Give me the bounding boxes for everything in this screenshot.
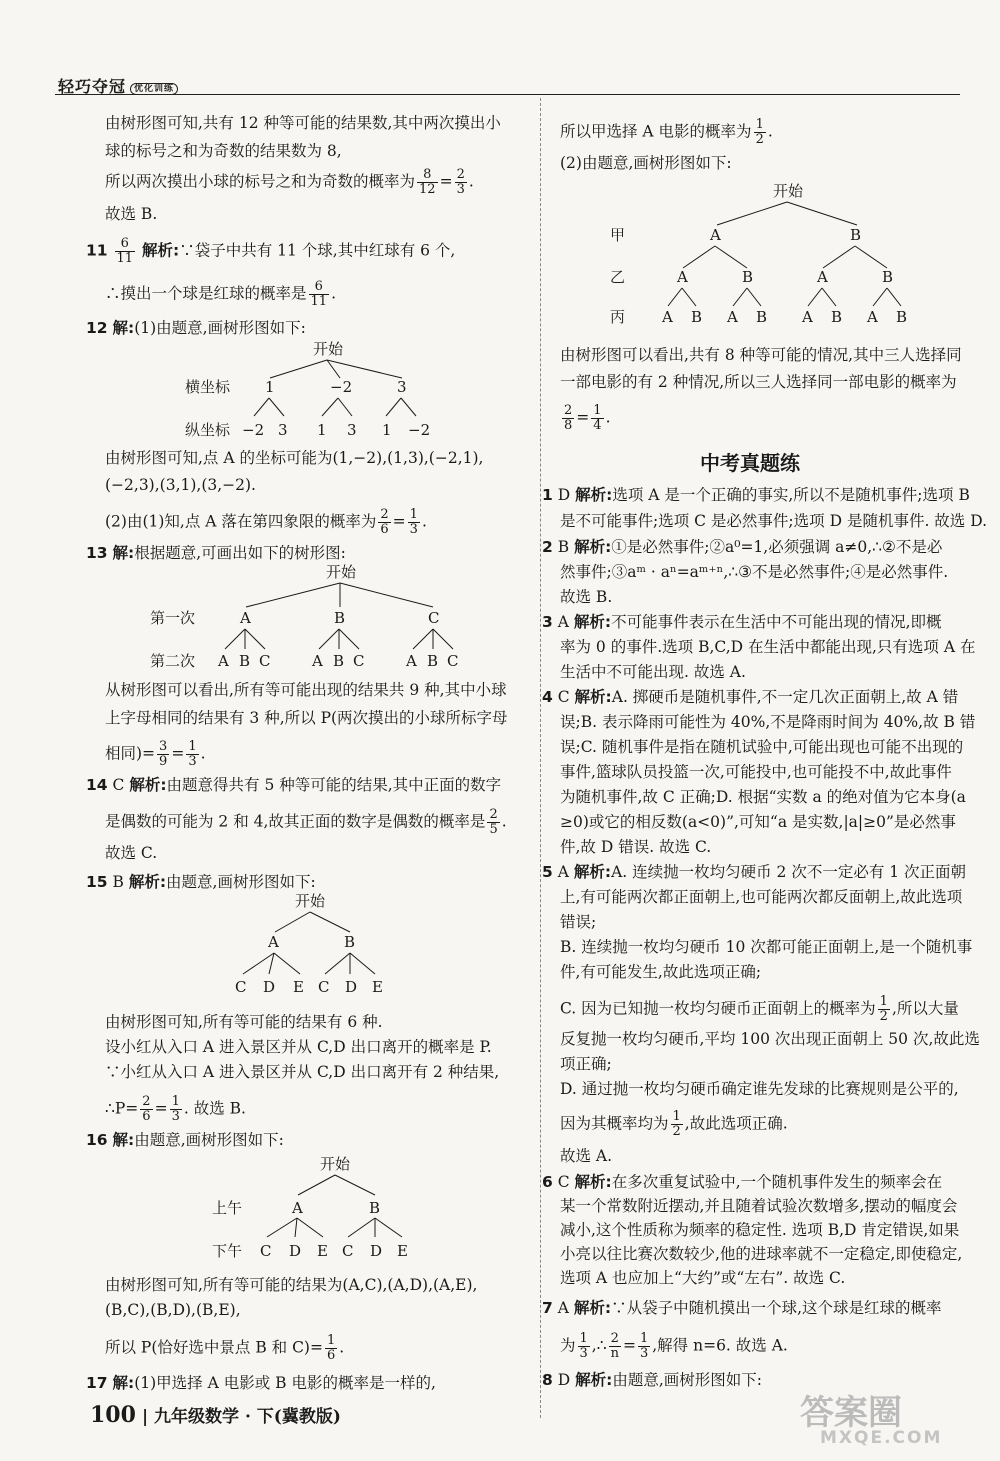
text-line: ∵小红从入口 A 进入景区并从 C,D 出口离开有 2 种结果,: [105, 1063, 500, 1081]
tree-node: 1: [265, 378, 275, 396]
tree-row-label: 下午: [212, 1242, 243, 1260]
text-line: 是不可能事件;选项 C 是必然事件;选项 D 是随机事件. 故选 D.: [560, 512, 988, 530]
text-line: 由树形图可知,共有 12 种等可能的结果数,其中两次摸出小: [105, 114, 501, 132]
text-line: 然事件;③aᵐ · aⁿ=aᵐ⁺ⁿ,∴③不是必然事件;④是必然事件.: [560, 563, 949, 581]
text-line: 上字母相同的结果有 3 种,所以 P(两次摸出的小球所标字母: [105, 709, 508, 727]
fraction: $\frac{1}{4}$: [593, 403, 602, 433]
tree-node: B: [334, 609, 346, 627]
text-line: 因为其概率均为 $\frac{1}{2}$ ,故此选项正确.: [560, 1109, 788, 1139]
tree-root: 开始: [313, 340, 344, 358]
text-line: $\frac{2}{8}$ = $\frac{1}{4}$ .: [564, 403, 611, 433]
fraction: $\frac{1}{3}$: [579, 1331, 588, 1361]
text-line: ∴P= $\frac{2}{6}$ = $\frac{1}{3}$ . 故选 B.: [105, 1094, 246, 1124]
fraction: $\frac{2}{6}$: [380, 507, 389, 537]
brand-logo: 轻巧夺冠 优化训练: [58, 74, 178, 97]
tree-leaf: E: [317, 1242, 328, 1260]
tree-node: C: [428, 609, 440, 627]
fraction: $\frac{1}{6}$: [326, 1333, 336, 1363]
question-15: 15 B 解析:由题意,画树形图如下:: [86, 873, 316, 891]
text-line: 某一个常数附近摆动,并且随着试验次数增多,摆动的幅度会: [560, 1197, 958, 1215]
fraction: $\frac{1}{3}$: [409, 507, 418, 537]
fraction: $\frac{2}{8}$: [564, 403, 573, 433]
watermark-logo: 答案圈: [800, 1393, 902, 1433]
text-line: 从树形图可以看出,所有等可能出现的结果共 9 种,其中小球: [105, 681, 507, 699]
fraction: $\frac{2}{5}$: [489, 807, 498, 837]
question-13: 13 解:根据题意,可画出如下的树形图:: [86, 544, 346, 562]
tree-root: 开始: [773, 182, 804, 200]
tree-node: B: [742, 268, 754, 286]
text-line: 由树形图可知,所有等可能的结果有 6 种.: [105, 1013, 383, 1031]
tree-leaf: A: [218, 652, 229, 670]
text-line: (−2,3),(3,1),(3,−2).: [105, 476, 256, 494]
answer-4: 4 C 解析:A. 掷硬币是随机事件,不一定几次正面朝上,故 A 错: [542, 688, 959, 706]
brand-tag: 优化训练: [130, 83, 178, 95]
tree-diagram-12: [180, 340, 480, 445]
text-line: B. 连续抛一枚均匀硬币 10 次都可能正面朝上,是一个随机事: [560, 938, 973, 956]
text-line: ≥0)或它的相反数(a<0)”,可知“a 是实数,|a|≥0”是必然事: [560, 813, 956, 831]
fraction: $\frac{3}{9}$: [159, 739, 168, 769]
text-line: 故选 A.: [560, 1147, 613, 1165]
tree-leaf: B: [427, 652, 439, 670]
text-line: 反复抛一枚均匀硬币,平均 100 次出现正面朝上 50 次,故此选: [560, 1030, 980, 1048]
answer-8: 8 D 解析:由题意,画树形图如下:: [542, 1371, 762, 1389]
header-rule: [55, 94, 960, 95]
tree-leaf: B: [333, 652, 345, 670]
tree-node: A: [292, 1199, 303, 1217]
tree-leaf: C: [342, 1242, 354, 1260]
text-line: 事件,篮球队员投篮一次,可能投中,也可能投不中,故此事件: [560, 763, 952, 781]
tree-node: A: [710, 226, 721, 244]
book-title: 九年级数学 · 下(冀教版): [154, 1407, 341, 1427]
tree-leaf: C: [353, 652, 365, 670]
tree-leaf: C: [318, 978, 330, 996]
text-line: 所以甲选择 A 电影的概率为 $\frac{1}{2}$ .: [560, 117, 773, 147]
page-number: 100: [90, 1402, 136, 1428]
tree-leaf: 3: [347, 421, 357, 439]
fraction: $\frac{6}{11}$: [310, 279, 328, 309]
text-line: 由树形图可知,点 A 的坐标可能为(1,−2),(1,3),(−2,1),: [105, 449, 484, 467]
tree-row-label: 第二次: [150, 652, 196, 670]
text-line: 生活中不可能出现. 故选 A.: [560, 663, 746, 681]
text-line: 所以 P(恰好选中景点 B 和 C)= $\frac{1}{6}$ .: [105, 1333, 345, 1363]
text-line: 由树形图可知,所有等可能的结果为(A,C),(A,D),(A,E),: [105, 1276, 478, 1294]
tree-node: A: [240, 609, 251, 627]
tree-row-label: 甲: [610, 226, 626, 244]
text-line: 球的标号之和为奇数的结果数为 8,: [105, 142, 342, 160]
tree-leaf: D: [345, 978, 358, 996]
tree-diagram-15: [225, 892, 415, 1002]
text-line: D. 通过抛一枚均匀硬币确定谁先发球的比赛规则是公平的,: [560, 1080, 959, 1098]
tree-leaf: C: [260, 1242, 272, 1260]
section-title: 中考真题练: [700, 451, 800, 475]
tree-leaf: C: [235, 978, 247, 996]
text-line: 选项 A 也应加上“大约”或“左右”. 故选 C.: [560, 1269, 846, 1287]
tree-leaf: E: [372, 978, 383, 996]
tree-row-label: 第一次: [150, 609, 196, 627]
tree-leaf: −2: [242, 421, 265, 439]
tree-node: A: [817, 268, 828, 286]
tree-node: A: [268, 933, 279, 951]
tree-leaf: A: [727, 308, 738, 326]
tree-diagram-13: [148, 563, 478, 673]
question-14: 14 C 解析:由题意得共有 5 种等可能的结果,其中正面的数字: [86, 776, 502, 794]
answer-3: 3 A 解析:不可能事件表示在生活中不可能出现的情况,即概: [542, 613, 942, 631]
question-12: 12 解:(1)由题意,画树形图如下:: [86, 319, 306, 337]
text-line: 由树形图可以看出,共有 8 种等可能的情况,其中三人选择同: [560, 346, 962, 364]
tree-node: −2: [330, 378, 353, 396]
text-line: C. 因为已知抛一枚均匀硬币正面朝上的概率为 $\frac{1}{2}$ ,所以大量: [560, 994, 959, 1024]
tree-leaf: A: [867, 308, 878, 326]
question-16: 16 解:由题意,画树形图如下:: [86, 1131, 284, 1149]
tree-row-label: 丙: [610, 308, 626, 326]
tree-leaf: D: [370, 1242, 383, 1260]
tree-root: 开始: [295, 892, 326, 910]
tree-leaf: C: [447, 652, 459, 670]
tree-node: B: [369, 1199, 381, 1217]
fraction: $\frac{1}{2}$: [879, 994, 888, 1024]
tree-leaf: C: [259, 652, 271, 670]
text-line: (B,C),(B,D),(B,E),: [105, 1301, 241, 1319]
answer-7: 7 A 解析:∵从袋子中随机摸出一个球,这个球是红球的概率: [542, 1299, 942, 1317]
fraction: $\frac{1}{3}$: [188, 739, 197, 769]
tree-leaf: B: [896, 308, 908, 326]
text-line: ∴摸出一个球是红球的概率是 $\frac{6}{11}$ .: [105, 279, 336, 309]
tree-leaf: B: [239, 652, 251, 670]
tree-leaf: D: [289, 1242, 302, 1260]
tree-leaf: 1: [317, 421, 327, 439]
fraction: $\frac{2}{3}$: [456, 167, 465, 197]
tree-leaf: 1: [382, 421, 392, 439]
fraction: $\frac{2}{6}$: [142, 1094, 151, 1124]
tree-leaf: A: [662, 308, 673, 326]
text-line: (2)由题意,画树形图如下:: [560, 154, 732, 172]
text-line: 件,故 D 错误. 故选 C.: [560, 838, 712, 856]
text-line: 一部电影的有 2 种情况,所以三人选择同一部电影的概率为: [560, 373, 957, 391]
question-17: 17 解:(1)甲选择 A 电影或 B 电影的概率是一样的,: [86, 1374, 436, 1392]
text-line: 所以两次摸出小球的标号之和为奇数的概率为 $\frac{8}{12}$ = $\frac{2}{3}$ .: [105, 167, 474, 197]
tree-leaf: B: [756, 308, 768, 326]
tree-leaf: −2: [408, 421, 431, 439]
tree-leaf: A: [406, 652, 417, 670]
answer-2: 2 B 解析:①是必然事件;②a⁰=1,必须强调 a≠0,∴②不是必: [542, 538, 943, 556]
tree-node: B: [344, 933, 356, 951]
text-line: 相同)= $\frac{3}{9}$ = $\frac{1}{3}$ .: [105, 739, 206, 769]
tree-leaf: E: [293, 978, 304, 996]
tree-row-label: 横坐标: [185, 378, 231, 396]
fraction: $\frac{8}{12}$: [419, 167, 436, 197]
answer-5: 5 A 解析:A. 连续抛一枚均匀硬币 2 次不一定必有 1 次正面朝: [542, 863, 967, 881]
text-line: 件,有可能发生,故此选项正确;: [560, 963, 762, 981]
tree-node: B: [882, 268, 894, 286]
text-line: 减小,这个性质称为频率的稳定性. 选项 B,D 肯定错误,如果: [560, 1221, 960, 1239]
text-line: 为 $\frac{1}{3}$ ,∴ $\frac{2}{n}$ = $\frac{1}{3}$ ,解得 n=6. 故选 A.: [560, 1331, 788, 1361]
tree-node: 3: [397, 378, 407, 396]
tree-leaf: E: [397, 1242, 408, 1260]
tree-root: 开始: [320, 1155, 351, 1173]
text-line: 误;B. 表示降雨可能性为 40%,不是降雨时间为 40%,故 B 错: [560, 713, 976, 731]
tree-leaf: B: [831, 308, 843, 326]
tree-leaf: A: [802, 308, 813, 326]
fraction: $\frac{6}{11}$: [116, 236, 134, 266]
tree-leaf: A: [312, 652, 323, 670]
text-line: 故选 B.: [105, 205, 158, 223]
tree-node: B: [850, 226, 862, 244]
text-line: 项正确;: [560, 1055, 612, 1073]
tree-leaf: B: [691, 308, 703, 326]
question-11: 11 $\frac{6}{11}$ 解析:∵袋子中共有 11 个球,其中红球有 6 个,: [86, 236, 456, 266]
fraction: $\frac{1}{2}$: [755, 117, 764, 147]
fraction: $\frac{1}{3}$: [171, 1094, 180, 1124]
fraction: $\frac{1}{2}$: [672, 1109, 681, 1139]
watermark-site: MXQE.COM: [820, 1428, 943, 1448]
answer-1: 1 D 解析:选项 A 是一个正确的事实,所以不是随机事件;选项 B: [542, 486, 970, 504]
text-line: 故选 B.: [560, 588, 613, 606]
text-line: 故选 C.: [105, 844, 158, 862]
tree-row-label: 上午: [212, 1199, 243, 1217]
tree-diagram-17: [605, 178, 935, 328]
answer-6: 6 C 解析:在多次重复试验中,一个随机事件发生的频率会在: [542, 1173, 943, 1191]
text-line: (2)由(1)知,点 A 落在第四象限的概率为 $\frac{2}{6}$ = $\frac{1}{3}$ .: [105, 507, 427, 537]
text-line: 上,有可能两次都正面朝上,也可能两次都反面朝上,故此选项: [560, 888, 963, 906]
tree-root: 开始: [326, 563, 357, 581]
fraction: $\frac{1}{3}$: [639, 1331, 649, 1361]
text-line: 错误;: [560, 913, 597, 931]
text-line: 误;C. 随机事件是指在随机试验中,可能出现也可能不出现的: [560, 738, 964, 756]
tree-leaf: D: [263, 978, 276, 996]
column-divider: [540, 98, 541, 1418]
tree-diagram-16: [210, 1155, 430, 1265]
text-line: 是偶数的可能为 2 和 4,故其正面的数字是偶数的概率是 $\frac{2}{5}$ .: [105, 807, 507, 837]
page-footer: 100 | 九年级数学 · 下(冀教版): [90, 1402, 341, 1428]
text-line: 小亮以往比赛次数较少,他的进球率就不一定稳定,即使稳定,: [560, 1245, 963, 1263]
text-line: 设小红从入口 A 进入景区并从 C,D 出口离开的概率是 P.: [105, 1038, 492, 1056]
tree-row-label: 乙: [610, 268, 626, 286]
text-line: 率为 0 的事件.选项 B,C,D 在生活中都能出现,只有选项 A 在: [560, 638, 976, 656]
fraction: $\frac{2}{n}$: [610, 1331, 619, 1361]
tree-leaf: 3: [278, 421, 288, 439]
tree-node: A: [677, 268, 688, 286]
tree-row-label: 纵坐标: [185, 421, 231, 439]
text-line: 为随机事件,故 C 正确;D. 根据“实数 a 的绝对值为它本身(a: [560, 788, 966, 806]
